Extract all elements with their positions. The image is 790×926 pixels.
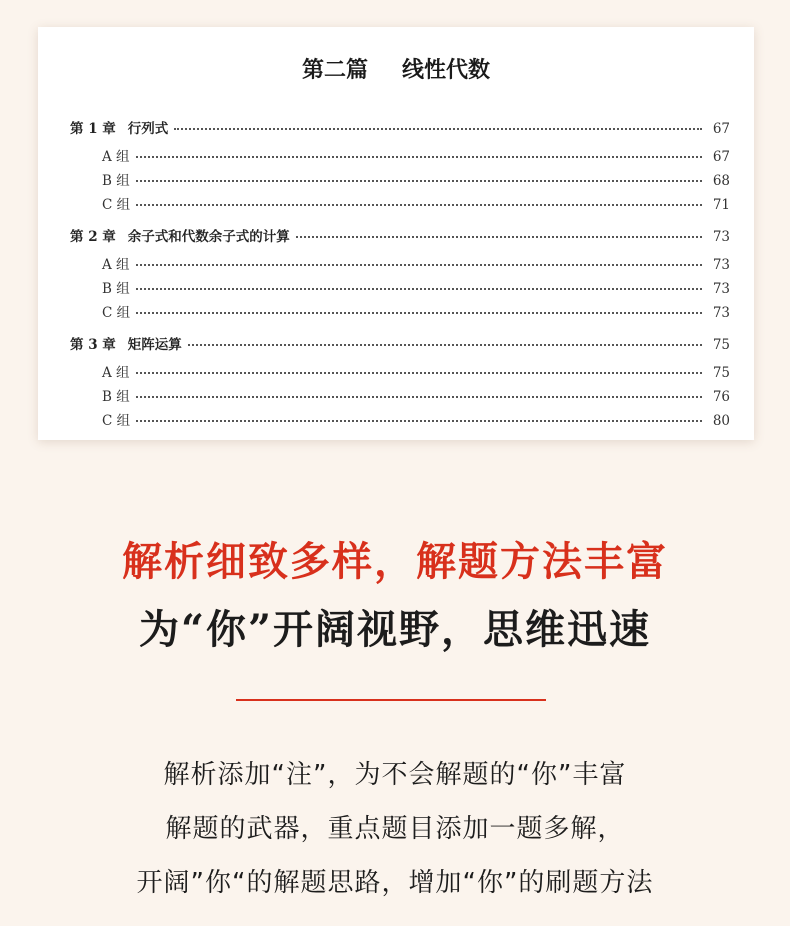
toc-group-row[interactable] [70, 385, 730, 409]
page-number: 73 [712, 281, 730, 297]
dot-leader [136, 312, 702, 314]
page-number: 73 [712, 257, 730, 273]
dot-leader [136, 288, 702, 290]
headline-secondary: 为“你”开阔视野，思维迅速 [138, 606, 651, 653]
toc-group-row[interactable] [70, 301, 730, 325]
page-number: 75 [712, 337, 730, 353]
page-number: 67 [712, 149, 730, 165]
dot-leader [136, 180, 702, 182]
toc-group-row[interactable] [70, 193, 730, 217]
group-label: C 组 [102, 305, 131, 321]
description-line-3: 开阔”你“的解题思路，增加“你”的刷题方法 [136, 868, 654, 898]
toc-list [70, 117, 730, 433]
chapter-title: 矩阵运算 [127, 337, 182, 353]
dot-leader [174, 128, 702, 130]
toc-part-label: 第二篇 [301, 57, 368, 83]
toc-group-row[interactable] [70, 145, 730, 169]
toc-chapter-row[interactable] [70, 117, 730, 145]
chapter-number: 第 3 章 [70, 337, 116, 353]
toc-chapter-row[interactable] [70, 225, 730, 253]
dot-leader [188, 344, 702, 346]
dot-leader [136, 420, 702, 422]
toc-group-row[interactable] [70, 253, 730, 277]
page-number: 67 [712, 121, 730, 137]
page-number: 76 [712, 389, 730, 405]
group-label: C 组 [102, 197, 131, 213]
group-label: A 组 [102, 257, 130, 273]
description-line-1: 解析添加“注”，为不会解题的“你”丰富 [163, 760, 627, 790]
section-divider [236, 699, 546, 701]
dot-leader [136, 204, 702, 206]
dot-leader [136, 156, 702, 158]
toc-group-row[interactable] [70, 277, 730, 301]
toc-part-name: 线性代数 [402, 57, 491, 83]
page-number: 80 [712, 413, 730, 429]
toc-group-row[interactable] [70, 169, 730, 193]
group-label: B 组 [102, 173, 130, 189]
group-label: B 组 [102, 281, 130, 297]
toc-group-row[interactable] [70, 361, 730, 385]
group-label: C 组 [102, 413, 131, 429]
group-label: A 组 [102, 149, 130, 165]
group-label: A 组 [102, 365, 130, 381]
table-of-contents-card [38, 27, 754, 440]
dot-leader [136, 396, 702, 398]
toc-chapter-row[interactable] [70, 333, 730, 361]
dot-leader [136, 264, 702, 266]
page-number: 75 [712, 365, 730, 381]
chapter-title: 行列式 [127, 121, 169, 137]
toc-title [38, 53, 754, 84]
toc-group-row[interactable] [70, 409, 730, 433]
page-number: 71 [712, 197, 730, 213]
chapter-number: 第 2 章 [70, 229, 116, 245]
chapter-heading [70, 225, 290, 245]
chapter-title: 余子式和代数余子式的计算 [127, 229, 290, 245]
chapter-heading [70, 117, 168, 137]
dot-leader [296, 236, 702, 238]
page-number: 73 [712, 229, 730, 245]
chapter-heading [70, 333, 182, 353]
chapter-number: 第 1 章 [70, 121, 116, 137]
description-line-2: 解题的武器，重点题目添加一题多解， [165, 814, 625, 844]
headline-primary: 解析细致多样，解题方法丰富 [122, 538, 668, 585]
page-number: 73 [712, 305, 730, 321]
group-label: B 组 [102, 389, 130, 405]
dot-leader [136, 372, 702, 374]
page-number: 68 [712, 173, 730, 189]
